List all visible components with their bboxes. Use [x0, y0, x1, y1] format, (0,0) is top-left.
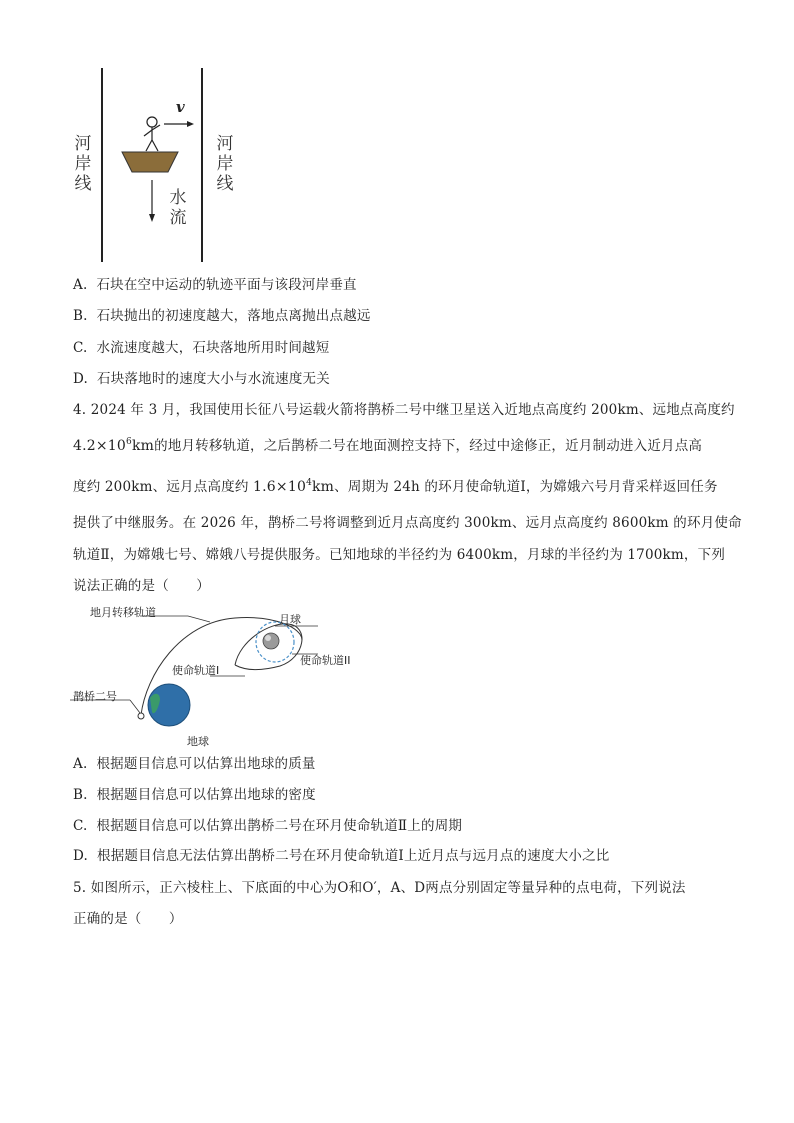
math-exponent: 6: [126, 437, 132, 447]
moon-icon: [263, 633, 279, 649]
leader-satellite-2: [130, 700, 140, 713]
leader-transfer-2: [188, 616, 210, 622]
point-o-prime: O′: [362, 880, 377, 896]
option-key: B.: [73, 308, 88, 324]
point-a: A: [390, 880, 401, 896]
option-key: B.: [73, 787, 88, 803]
q5-comma: ，: [376, 880, 391, 896]
q4-line-3-post: 、周期为 24h 的环月使命轨道Ⅰ，为嫦娥六号月背采样返回任务: [334, 479, 718, 495]
satellite-icon: [138, 713, 144, 719]
left-bank-char-3: 线: [74, 174, 92, 194]
moon-highlight: [265, 635, 271, 641]
point-o: O: [337, 880, 349, 896]
q4-option-a[interactable]: [73, 755, 316, 773]
right-bank-char-3: 线: [216, 174, 234, 194]
q3-option-c[interactable]: [73, 339, 329, 357]
label-transfer-orbit: 地月转移轨道: [90, 606, 156, 619]
option-text: 根据题目信息可以估算出地球的质量: [96, 756, 316, 772]
option-text: 根据题目信息无法估算出鹊桥二号在环月使命轨道Ⅰ上近月点与远月点的速度大小之比: [97, 848, 610, 864]
velocity-label: v: [176, 98, 185, 116]
label-satellite: 鹊桥二号: [73, 690, 117, 703]
option-key: A.: [73, 756, 88, 772]
q3-option-b[interactable]: [73, 307, 371, 325]
person-figure: [144, 117, 160, 151]
option-key: C.: [73, 818, 88, 834]
q4-line-1: 4. 2024 年 3 月，我国使用长征八号运载火箭将鹊桥二号中继卫星送入近地点高度约 200km、远地点高度约: [73, 402, 735, 418]
right-bank-char-1: 河: [216, 134, 234, 154]
option-text: 石块抛出的初速度越大，落地点离抛出点越远: [96, 308, 371, 324]
q3-option-a[interactable]: [73, 276, 357, 294]
option-key: A.: [73, 277, 88, 293]
velocity-arrowhead: [187, 121, 194, 127]
q4-line-6: 说法正确的是（ ）: [73, 578, 210, 594]
option-key: C.: [73, 340, 88, 356]
q4-option-c[interactable]: [73, 817, 462, 835]
q5-line-2: 正确的是（ ）: [73, 911, 183, 927]
q4-option-d[interactable]: [73, 847, 609, 865]
label-orbit-1: 使命轨道I: [172, 664, 220, 677]
water-flow-char-1: 水: [169, 188, 187, 208]
q3-option-d[interactable]: [73, 370, 330, 388]
math-value: 1.6×10: [253, 479, 307, 495]
math-exponent: 4: [306, 478, 312, 488]
math-value: 4.2×10: [73, 438, 127, 454]
q4-line-2: [73, 437, 702, 455]
q4-line-4: 提供了中继服务。在 2026 年，鹊桥二号将调整到近月点高度约 300km、远月点高度约 8600km 的环月使命: [73, 515, 742, 531]
option-text: 根据题目信息可以估算出地球的密度: [96, 787, 316, 803]
option-key: D.: [73, 848, 89, 864]
q5-line-1: [73, 879, 686, 897]
q5-text-a: 5. 如图所示，正六棱柱上、下底面的中心为: [73, 880, 338, 896]
q4-line-2-text: 的地月转移轨道，之后鹊桥二号在地面测控支持下，经过中途修正，近月制动进入近月点高: [154, 438, 703, 454]
label-orbit-2: 使命轨道II: [300, 654, 351, 667]
option-text: 石块落地时的速度大小与水流速度无关: [97, 371, 330, 387]
q5-text-b: 两点分别固定等量异种的点电荷，下列说法: [425, 880, 686, 896]
option-text: 根据题目信息可以估算出鹊桥二号在环月使命轨道Ⅱ上的周期: [96, 818, 463, 834]
q4-option-b[interactable]: [73, 786, 316, 804]
label-earth: 地球: [187, 735, 209, 748]
point-d: D: [414, 880, 426, 896]
option-key: D.: [73, 371, 89, 387]
right-bank-char-2: 岸: [216, 154, 234, 174]
option-text: 水流速度越大，石块落地所用时间越短: [96, 340, 330, 356]
left-bank-char-2: 岸: [74, 154, 92, 174]
q5-and: 和: [348, 880, 363, 896]
q5-sep: 、: [400, 880, 415, 896]
q4-line-3-pre: 度约 200km、远月点高度约: [73, 479, 249, 495]
boat-shape: [122, 152, 178, 172]
option-text: 石块在空中运动的轨迹平面与该段河岸垂直: [96, 277, 357, 293]
q4-line-3: [73, 478, 718, 496]
water-flow-arrowhead: [149, 214, 155, 222]
water-flow-char-2: 流: [169, 208, 187, 228]
math-unit: km: [312, 479, 335, 495]
math-unit: km: [131, 438, 155, 454]
q4-line-5: 轨道Ⅱ，为嫦娥七号、嫦娥八号提供服务。已知地球的半径约为 6400km，月球的半径约为 1700km，下列: [73, 547, 726, 563]
orbit-diagram: [70, 600, 370, 750]
left-bank-char-1: 河: [74, 134, 92, 154]
label-moon: 月球: [279, 613, 301, 626]
